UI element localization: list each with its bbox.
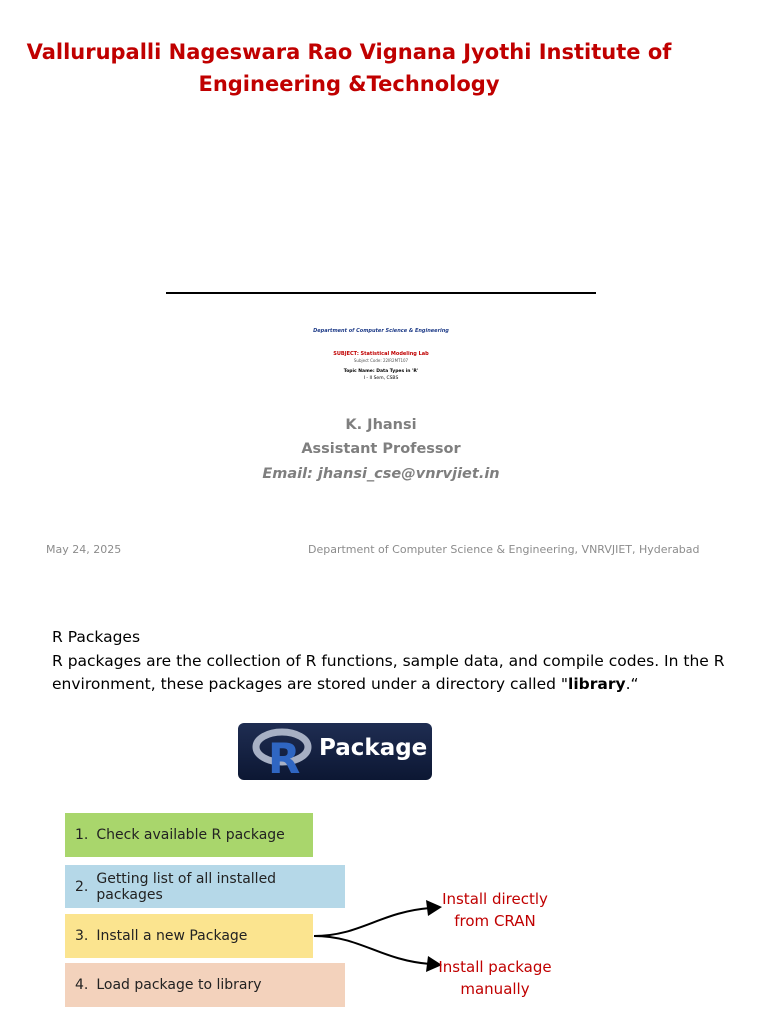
author-role: Assistant Professor (301, 441, 461, 457)
subject-small-text: SUBJECT: Statistical Modeling Lab (333, 351, 429, 357)
r-logo-text: Package (319, 735, 428, 761)
step-2-label: Getting list of all installed packages (96, 870, 277, 903)
step-1-label: Check available R package (96, 827, 285, 843)
step-4-box (65, 963, 345, 1007)
semester-small-text: I - II Sem, CSBS (363, 376, 399, 381)
install-manual-line2: manually (460, 980, 530, 998)
r-package-logo (238, 723, 432, 780)
department-small-text: Department of Computer Science & Engineering (313, 328, 449, 334)
install-cran-label (420, 888, 570, 932)
step-3-label: Install a new Package (96, 928, 248, 944)
step-2-box (65, 865, 345, 908)
arrow-to-cran (314, 908, 430, 936)
step-1-number: 1. (75, 827, 89, 843)
body-text-part1: R packages are the collection of R functions, sample data, and compile codes. In the R environment, these packages are stored under a directory called " (52, 652, 725, 693)
step-3-number: 3. (75, 928, 89, 944)
author-email: Email: jhansi_cse@vnrvjiet.in (262, 466, 500, 482)
step-1-box (65, 813, 313, 857)
step-4-number: 4. (75, 977, 89, 993)
author-name: K. Jhansi (345, 417, 417, 433)
svg-text:R: R (268, 734, 301, 780)
institute-title-line1: Vallurupalli Nageswara Rao Vignana Jyothi Institute of (26, 40, 672, 64)
institute-title (0, 36, 698, 100)
subject-code-small-text: Subject Code: 22IR2MT107 (353, 358, 409, 363)
step-4-label: Load package to library (96, 977, 262, 993)
install-manual-label (420, 956, 570, 1000)
slide-body-text (52, 650, 742, 696)
arrow-to-manual (314, 936, 430, 964)
install-cran-line2: from CRAN (454, 912, 536, 930)
topic-small-text: Topic Name: Data Types in 'R' (343, 369, 419, 374)
footer-date: May 24, 2025 (46, 543, 122, 556)
institute-title-line2: Engineering &Technology (198, 72, 500, 96)
footer-department: Department of Computer Science & Engineering, VNRVJIET, Hyderabad (308, 543, 700, 556)
body-text-bold: library (568, 675, 626, 693)
title-divider (166, 292, 596, 294)
step-2-number: 2. (75, 878, 89, 895)
install-cran-line1: Install directly (442, 890, 548, 908)
r-logo-icon (246, 723, 326, 780)
body-text-part2: .“ (625, 675, 639, 693)
install-manual-line1: Install package (438, 958, 552, 976)
step-3-box (65, 914, 313, 958)
slide-heading: R Packages (52, 628, 141, 646)
